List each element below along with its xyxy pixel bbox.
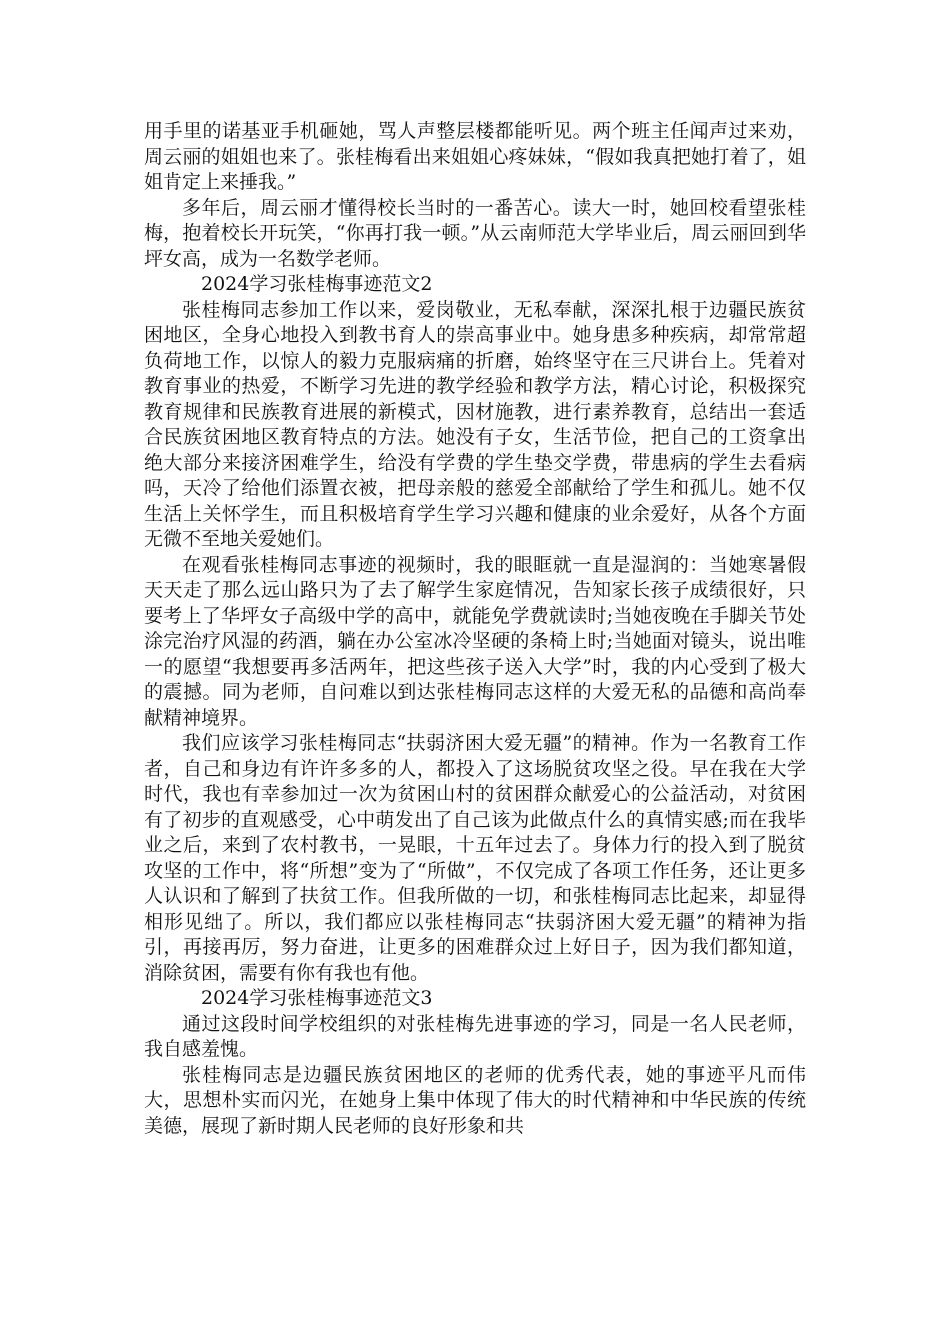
paragraph: 通过这段时间学校组织的对张桂梅先进事迹的学习，同是一名人民老师，我自感羞愧。	[144, 1012, 806, 1060]
section-heading-3: 2024学习张桂梅事迹范文3	[201, 987, 433, 1009]
paragraph: 多年后，周云丽才懂得校长当时的一番苦心。读大一时，她回校看望张桂梅，抱着校长开玩笑，“你再打我一顿。”从云南师范大学毕业后，周云丽回到华坪女高，成为一名数学老师。	[144, 196, 806, 270]
paragraph: 张桂梅同志参加工作以来，爱岗敬业，无私奉献，深深扎根于边疆民族贫困地区，全身心地投入到教书育人的崇高事业中。她身患多种疾病，却常常超负荷地工作，以惊人的毅力克服病痛的折磨，始终坚守在三尺讲台上。凭着对教育事业的热爱，不断学习先进的教学经验和教学方法，精心讨论，积极探究教育规律和民族教育进展的新模式，因材施教，进行素养教育，总结出一套适合民族贫困地区教育特点的方法。她没有子女，生活节俭，把自己的工资拿出绝大部分来接济困难学生，给没有学费的学生垫交学费，带患病的学生去看病吗，天冷了给他们添置衣被，把母亲般的慈爱全部献给了学生和孤儿。她不仅生活上关怀学生，而且积极培育学生学习兴趣和健康的业余爱好，从各个方面无微不至地关爱她们。	[144, 298, 806, 550]
paragraph-continued: 用手里的诺基亚手机砸她，骂人声整层楼都能听见。两个班主任闻声过来劝，周云丽的姐姐也来了。张桂梅看出来姐姐心疼妹妹，“假如我真把她打着了，姐姐肯定上来捶我。”	[144, 120, 806, 193]
paragraph: 我们应该学习张桂梅同志“扶弱济困大爱无疆”的精神。作为一名教育工作者，自己和身边有许许多多的人，都投入了这场脱贫攻坚之役。早在我在大学时代，我也有幸参加过一次为贫困山村的贫困群众献爱心的公益活动，对贫困有了初步的直观感受，心中萌发出了自己该为此做点什么的真情实感;而在我毕业之后，来到了农村教书，一晃眼，十五年过去了。身体力行的投入到了脱贫攻坚的工作中，将“所想”变为了“所做”，不仅完成了各项工作任务，还让更多人认识和了解到了扶贫工作。但我所做的一切，和张桂梅同志比起来，却显得相形见绌了。所以，我们都应以张桂梅同志“扶弱济困大爱无疆”的精神为指引，再接再厉，努力奋进，让更多的困难群众过上好日子，因为我们都知道，消除贫困，需要有你有我也有他。	[144, 732, 806, 984]
paragraph: 张桂梅同志是边疆民族贫困地区的老师的优秀代表，她的事迹平凡而伟大，思想朴实而闪光，在她身上集中体现了伟大的时代精神和中华民族的传统美德，展现了新时期人民老师的良好形象和共	[144, 1063, 806, 1137]
document-page	[144, 119, 806, 1139]
paragraph: 在观看张桂梅同志事迹的视频时，我的眼眶就一直是湿润的：当她寒暑假天天走了那么远山路只为了去了解学生家庭情况，告知家长孩子成绩很好，只要考上了华坪女子高级中学的高中，就能免学费就读时;当她夜晚在手脚关节处涂完治疗风湿的药酒，躺在办公室冰冷坚硬的条椅上时;当她面对镜头，说出唯一的愿望“我想要再多活两年，把这些孩子送入大学”时，我的内心受到了极大的震撼。同为老师，自问难以到达张桂梅同志这样的大爱无私的品德和高尚奉献精神境界。	[144, 553, 806, 729]
section-heading-2: 2024学习张桂梅事迹范文2	[201, 273, 433, 295]
